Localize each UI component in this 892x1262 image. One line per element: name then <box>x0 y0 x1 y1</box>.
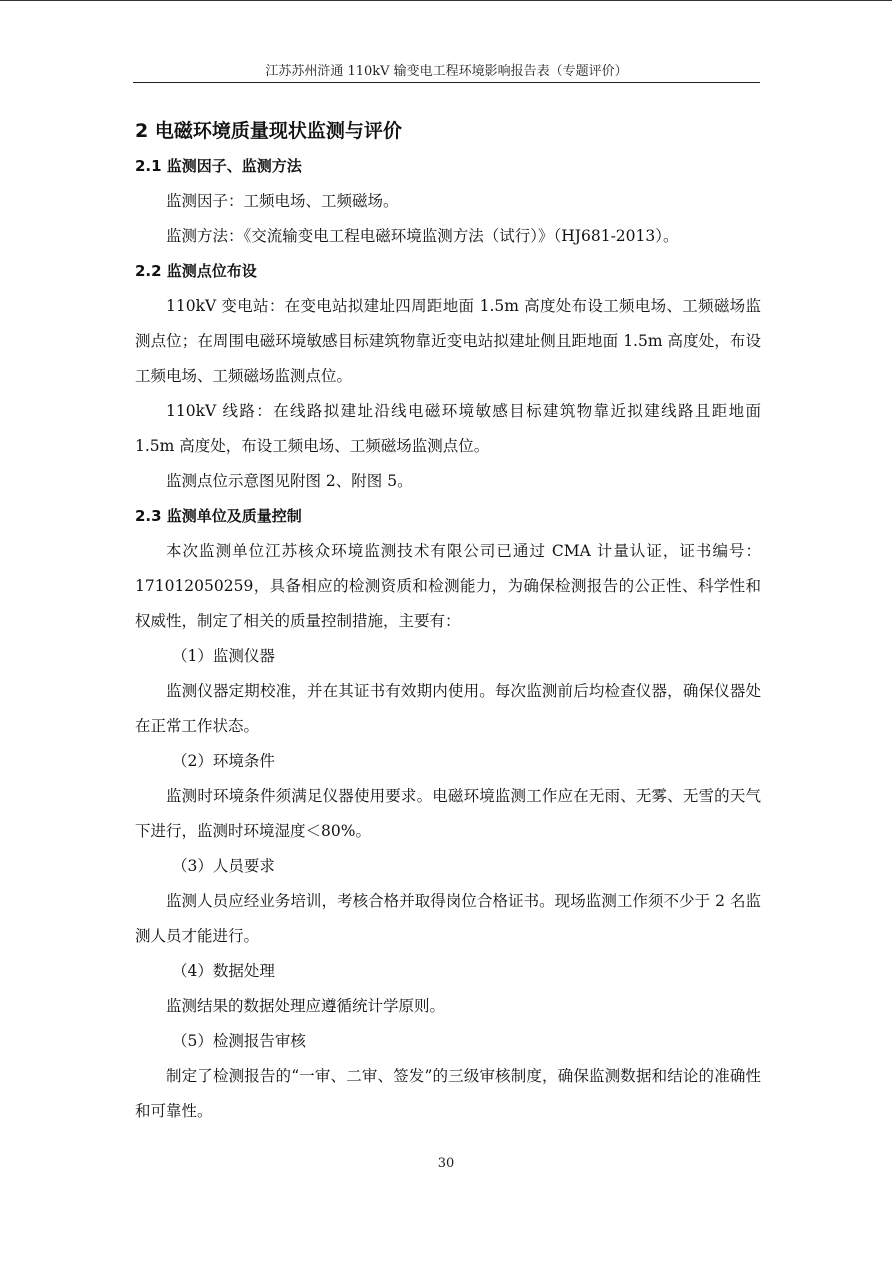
section-heading: 2 电磁环境质量现状监测与评价 <box>135 120 402 142</box>
qc-intro-paragraph: 本次监测单位江苏核众环境监测技术有限公司已通过 CMA 计量认证，证书编号：171012050259，具备相应的检测资质和检测能力，为确保检测报告的公正性、科学性和权威性，制定了相关的质量控制措施，主要有： <box>135 542 761 630</box>
page-top-border <box>0 0 892 1</box>
line-points-paragraph: 110kV 线路：在线路拟建址沿线电磁环境敏感目标建筑物靠近拟建线路且距地面 1.5m 高度处，布设工频电场、工频磁场监测点位。 <box>135 402 761 455</box>
monitoring-method-paragraph: 监测方法：《交流输变电工程电磁环境监测方法（试行）》（HJ681-2013）。 <box>166 227 679 245</box>
figure-reference-paragraph: 监测点位示意图见附图 2、附图 5。 <box>166 472 413 490</box>
qc-item-4-text: 监测结果的数据处理应遵循统计学原则。 <box>166 997 446 1015</box>
qc-item-1-title: （1）监测仪器 <box>172 647 275 665</box>
subsection-2-3-heading: 2.3 监测单位及质量控制 <box>135 507 302 525</box>
page-body <box>135 113 761 1129</box>
subsection-2-2-heading: 2.2 监测点位布设 <box>135 262 257 280</box>
qc-item-5-text: 制定了检测报告的“一审、二审、签发”的三级审核制度，确保监测数据和结论的准确性和可靠性。 <box>135 1067 761 1120</box>
substation-points-paragraph: 110kV 变电站：在变电站拟建址四周距地面 1.5m 高度处布设工频电场、工频磁场监测点位；在周围电磁环境敏感目标建筑物靠近变电站拟建址侧且距地面 1.5m 高度处，布设工频电场、工频磁场监测点位。 <box>135 297 761 385</box>
qc-item-3-title: （3）人员要求 <box>172 857 275 875</box>
qc-item-1-text: 监测仪器定期校准，并在其证书有效期内使用。每次监测前后均检查仪器，确保仪器处在正常工作状态。 <box>135 682 761 735</box>
qc-item-4-title: （4）数据处理 <box>172 962 275 980</box>
qc-item-2-text: 监测时环境条件须满足仪器使用要求。电磁环境监测工作应在无雨、无雾、无雪的天气下进行，监测时环境湿度＜80%。 <box>135 787 761 840</box>
qc-item-2-title: （2）环境条件 <box>172 752 275 770</box>
page-number: 30 <box>437 1156 455 1171</box>
qc-item-5-title: （5）检测报告审核 <box>172 1032 306 1050</box>
header-rule <box>133 82 760 83</box>
subsection-2-1-heading: 2.1 监测因子、监测方法 <box>135 157 302 175</box>
running-header: 江苏苏州浒通 110kV 输变电工程环境影响报告表（专题评价） <box>265 64 628 79</box>
qc-item-3-text: 监测人员应经业务培训，考核合格并取得岗位合格证书。现场监测工作须不少于 2 名监测人员才能进行。 <box>135 892 761 945</box>
monitoring-factors-paragraph: 监测因子：工频电场、工频磁场。 <box>166 192 399 210</box>
